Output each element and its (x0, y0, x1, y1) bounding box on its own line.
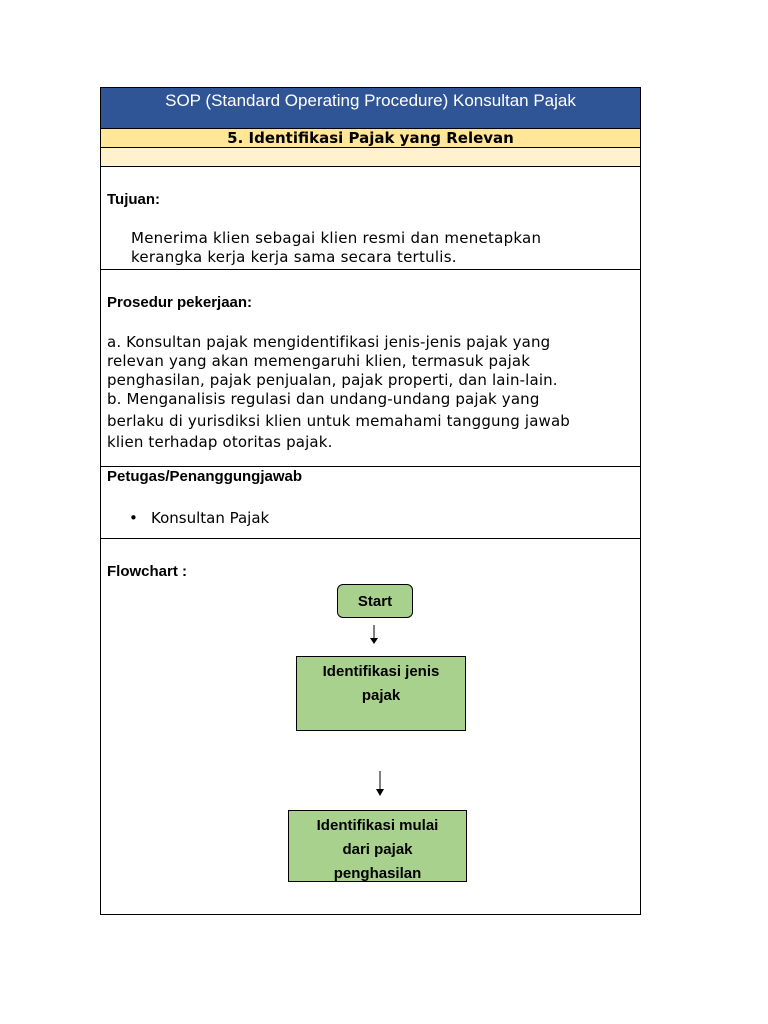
tujuan-line: Menerima klien sebagai klien resmi dan menetapkan (131, 229, 542, 247)
section-subtitle: 5. Identifikasi Pajak yang Relevan (101, 129, 640, 148)
prosedur-label: Prosedur pekerjaan: (107, 294, 253, 311)
flowchart-section (101, 539, 640, 914)
prosedur-line: relevan yang akan memengaruhi klien, termasuk pajak (107, 352, 531, 370)
petugas-list-item (129, 509, 269, 527)
flowchart-step-line: penghasilan (333, 865, 422, 882)
bullet-icon: • (129, 509, 138, 527)
prosedur-line: berlaku di yurisdiksi klien untuk memahami tanggung jawab (107, 412, 570, 430)
flowchart-step-line: dari pajak (342, 841, 413, 858)
flowchart-start-label: Start (357, 592, 393, 610)
prosedur-line: a. Konsultan pajak mengidentifikasi jenis-jenis pajak yang (107, 333, 551, 351)
petugas-name: Konsultan Pajak (151, 509, 270, 527)
petugas-section (101, 467, 640, 539)
arrow-down-icon (370, 771, 390, 797)
prosedur-line: klien terhadap otoritas pajak. (107, 433, 333, 451)
petugas-label: Petugas/Penanggungjawab (107, 468, 303, 485)
prosedur-text (107, 333, 570, 452)
flowchart-label: Flowchart : (107, 563, 188, 580)
flowchart-step-identifikasi-mulai (288, 810, 467, 882)
sop-document (100, 87, 641, 915)
blank-row (101, 148, 640, 167)
flowchart-start-node (337, 584, 413, 618)
prosedur-line: penghasilan, pajak penjualan, pajak properti, dan lain-lain. (107, 371, 558, 389)
tujuan-label: Tujuan: (107, 191, 161, 208)
document-title: SOP (Standard Operating Procedure) Konsultan Pajak (101, 88, 640, 129)
tujuan-section (101, 167, 640, 270)
arrow-down-icon (364, 625, 384, 645)
flowchart-step-line: pajak (361, 687, 401, 704)
flowchart-step-line: Identifikasi mulai (316, 817, 439, 834)
flowchart-step-identifikasi-jenis (296, 656, 466, 731)
tujuan-line: kerangka kerja kerja sama secara tertulis. (131, 248, 457, 266)
prosedur-section (101, 270, 640, 467)
tujuan-text (131, 229, 541, 267)
prosedur-line: b. Menganalisis regulasi dan undang-undang pajak yang (107, 390, 540, 408)
flowchart-step-line: Identifikasi jenis (322, 663, 440, 680)
